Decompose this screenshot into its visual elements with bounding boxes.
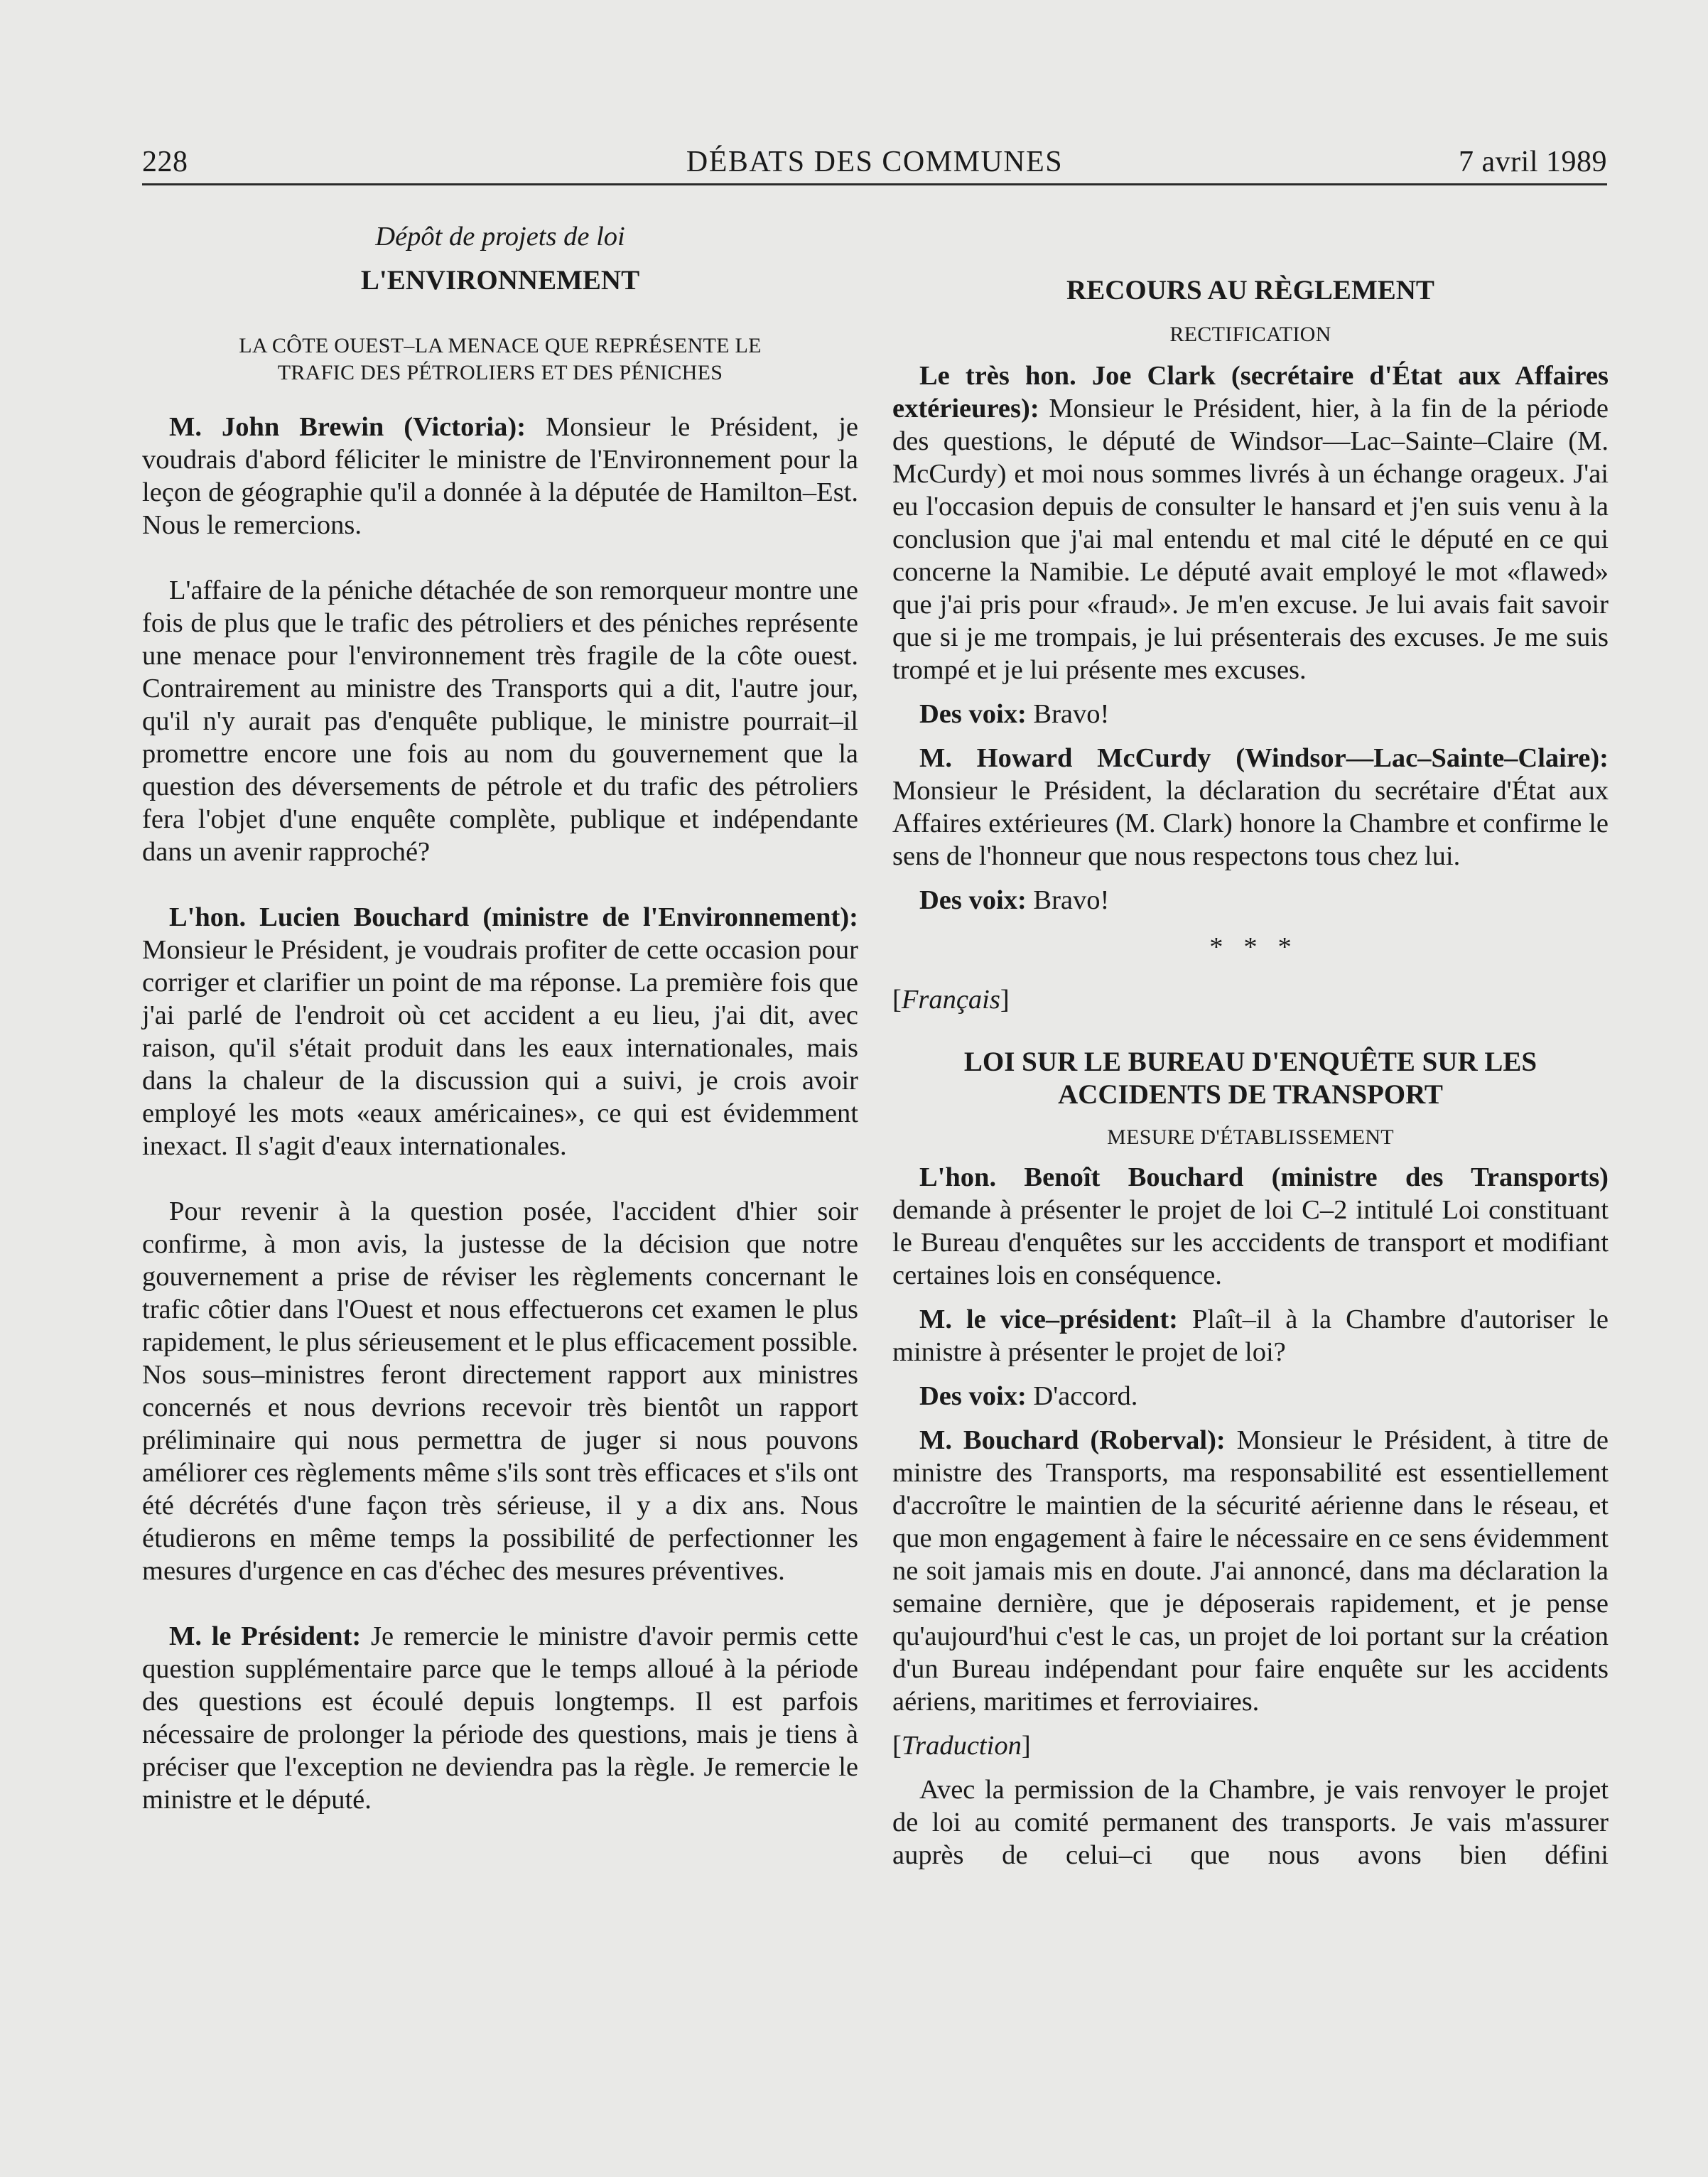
speaker-name: M. le Président: [169,1621,362,1651]
page-header [142,145,1607,188]
speaker-name: Des voix: [919,1381,1027,1411]
speaker-name: M. Bouchard (Roberval): [919,1425,1226,1455]
subtitle-line: LA CÔTE OUEST–LA MENACE QUE REPRÉSENTE LE [239,334,762,357]
speech-paragraph [892,360,1609,686]
section-italic-heading: Dépôt de projets de loi [375,222,625,252]
speech-paragraph [892,1303,1609,1368]
section-title: RECOURS AU RÈGLEMENT [1066,275,1434,306]
issue-date: 7 avril 1989 [1459,146,1607,178]
speaker-name: Des voix: [919,885,1027,915]
speaker-name: Le très hon. Joe Clark (secrétaire d'État aux Affaires extérieures): [892,361,1609,423]
speech-paragraph [892,1161,1609,1292]
speech-paragraph [142,411,858,541]
left-column [142,213,858,1816]
speech-paragraph [892,742,1609,873]
section-title: L'ENVIRONNEMENT [360,265,640,296]
speech-paragraph [892,1380,1609,1412]
speech-text: Monsieur le Président, à titre de ministre des Transports, ma responsabilité est essentiellement d'accroître le maintien de la sécurité aérienne dans le réseau, et que mon engagement à faire le nécessaire en ce sens évidemment ne soit jamais mis en doute. J'ai annoncé, dans ma déclaration la semaine dernière, que je déposerais rapidement, et je pense qu'aujourd'hui c'est le cas, un projet de loi portant sur la création d'un Bureau indépendant pour faire enquête sur les accidents aériens, maritimes et ferroviaires. [892,1425,1609,1717]
speech-paragraph [142,901,858,1162]
speech-paragraph [142,1620,858,1816]
language-marker [892,1729,1609,1762]
speech-text: Bravo! [1026,885,1110,915]
speech-text: Je remercie le ministre d'avoir permis cette question supplémentaire parce que le temps alloué à la période des questions est écoulé depuis longtemps. Il est parfois nécessaire de prolonger la période des questions, mais je tiens à préciser que l'exception ne deviendra pas la règle. Je remercie le ministre et le député. [142,1621,858,1815]
speech-paragraph [892,1424,1609,1718]
subtitle-line: TRAFIC DES PÉTROLIERS ET DES PÉNICHES [277,361,723,384]
language-label: Français [901,985,1000,1015]
bracket: [ [892,1731,902,1761]
speech-text: Bravo! [1026,699,1110,729]
speech-text: Plaît–il à la Chambre d'autoriser le ministre à présenter le projet de loi? [892,1304,1609,1367]
speech-text: D'accord. [1026,1381,1138,1411]
speaker-name: Des voix: [919,699,1027,729]
bracket: ] [1021,1731,1031,1761]
speaker-name: M. John Brewin (Victoria): [169,412,526,442]
speech-text: Monsieur le Président, hier, à la fin de la période des questions, le député de Windsor—Lac–Sainte–Claire (M. McCurdy) et moi nous sommes livrés à un échange orageux. J'ai eu l'occasion depuis de consulter le hansard et j'en suis venu à la conclusion que j'ai mal entendu et mal cité le député en ce qui concerne la Namibie. Le député avait employé le mot «flawed» que j'ai pris pour «fraud». Je m'en excuse. Je lui avais fait savoir que si je me trompais, je lui présenterais des excuses. Je me suis trompé et je lui présente mes excuses. [892,394,1609,685]
right-column [892,213,1609,1871]
speaker-name: L'hon. Benoît Bouchard (ministre des Transports) [919,1162,1609,1192]
speech-paragraph [892,698,1609,730]
bracket: [ [892,985,902,1015]
speech-paragraph: Pour revenir à la question posée, l'accident d'hier soir confirme, à mon avis, la justesse de la décision que notre gouvernement a prise de réviser les règlements concernant le trafic côtier dans l'Ouest et nous effectuerons cet examen le plus rapidement, le plus sérieusement et le plus efficacement possible. Nos sous–ministres feront directement rapport aux ministres concernés et nous devrions recevoir très bientôt un rapport préliminaire qui nous permettra de juger si nous pouvons améliorer ces règlements même s'ils sont très efficaces et s'ils ont été décrétés d'une façon très sérieuse, il y a dix ans. Nous étudierons en même temps la possibilité de perfectionner les mesures d'urgence en cas d'échec des mesures préventives. [142,1196,858,1586]
section-subtitle: MESURE D'ÉTABLISSEMENT [1107,1125,1394,1149]
section2-title [892,1046,1609,1111]
separator-asterisks: * * * [1209,932,1292,962]
speech-text: Monsieur le Président, je voudrais profiter de cette occasion pour corriger et clarifier un point de ma réponse. La première fois que j'ai parlé de l'endroit où cet accident a eu lieu, j'ai dit, avec raison, qu'il s'était produit dans les eaux internationales, mais dans la chaleur de la discussion qui a suivi, je crois avoir employé les mots «eaux américaines», ce qui est évidemment inexact. Il s'agit d'eaux internationales. [142,935,858,1161]
speech-paragraph: Avec la permission de la Chambre, je vais renvoyer le projet de loi au comité permanent des transports. Je vais m'assurer auprès de celui–ci que nous avons bien défini [892,1775,1609,1870]
speaker-name: M. le vice–président: [919,1304,1178,1334]
bracket: ] [1000,985,1010,1015]
language-label: Traduction [901,1731,1022,1761]
speaker-name: L'hon. Lucien Bouchard (ministre de l'Environnement): [169,902,858,932]
language-marker [892,983,1609,1016]
header-rule [142,183,1607,185]
speech-text: demande à présenter le projet de loi C–2 intitulé Loi constituant le Bureau d'enquêtes sur les acccidents de transport et modifiant certaines lois en conséquence. [892,1195,1609,1290]
section-subtitle [142,333,858,387]
title-line: ACCIDENTS DE TRANSPORT [1058,1079,1443,1110]
speech-paragraph: L'affaire de la péniche détachée de son remorqueur montre une fois de plus que le trafic des pétroliers et des péniches représente une menace pour l'environnement très fragile de la côte ouest. Contrairement au ministre des Transports qui a dit, l'autre jour, qu'il n'y aurait pas d'enquête publique, le ministre pourrait–il promettre encore une fois au nom du gouvernement que la question des déversements de pétrole et du trafic des pétroliers fera l'objet d'une enquête complète, publique et indépendante dans un avenir rapproché? [142,576,858,867]
section-subtitle: RECTIFICATION [1169,323,1331,346]
speech-paragraph [892,884,1609,917]
speech-text: Monsieur le Président, je voudrais d'abord féliciter le ministre de l'Environnement pour la leçon de géographie qu'il a donnée à la députée de Hamilton–Est. Nous le remercions. [142,412,858,540]
title-line: LOI SUR LE BUREAU D'ENQUÊTE SUR LES [963,1047,1537,1077]
speech-text: Monsieur le Président, la déclaration du secrétaire d'État aux Affaires extérieures (M. Clark) honore la Chambre et confirme le sens de l'honneur que nous respectons tous chez lui. [892,776,1609,871]
journal-title: DÉBATS DES COMMUNES [686,146,1064,178]
speaker-name: M. Howard McCurdy (Windsor—Lac–Sainte–Claire): [919,743,1609,773]
page-number: 228 [142,146,188,178]
